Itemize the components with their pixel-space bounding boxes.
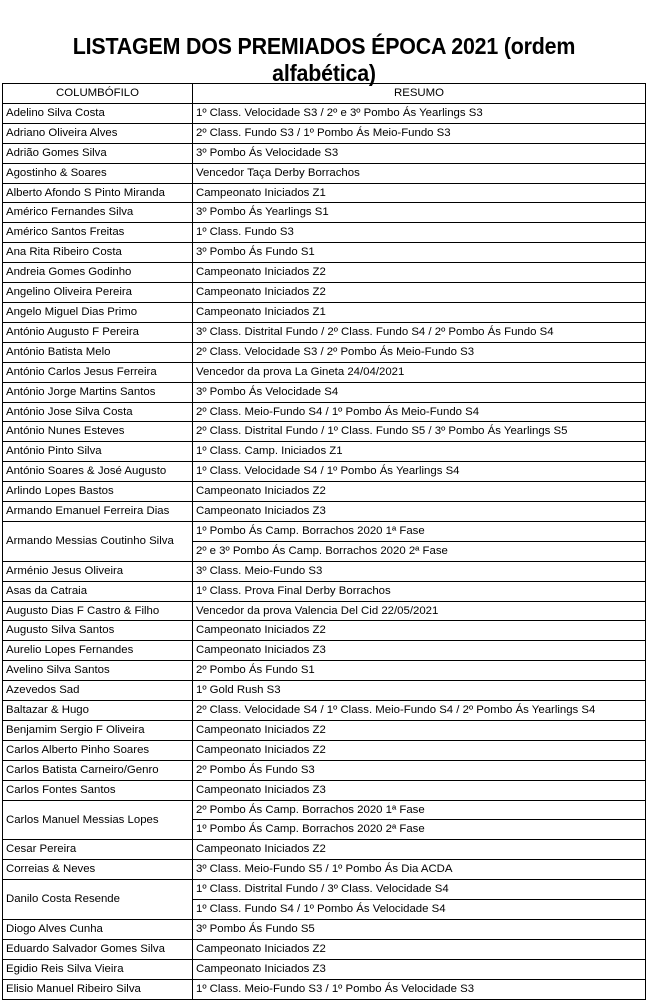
columbofilo-cell: Andreia Gomes Godinho xyxy=(3,263,193,283)
resumo-cell xyxy=(193,283,646,303)
resumo-cell xyxy=(193,223,646,243)
table-row xyxy=(3,661,646,681)
resumo-cell xyxy=(193,382,646,402)
resumo-line: 1º Class. Distrital Fundo / 3º Class. Velocidade S4 xyxy=(196,883,449,896)
resumo-cell xyxy=(193,322,646,342)
resumo-cell xyxy=(193,342,646,362)
resumo-cell xyxy=(193,502,646,522)
resumo-cell xyxy=(193,581,646,601)
resumo-line: 2º Class. Fundo S3 / 1º Pombo Ás Meio-Fundo S3 xyxy=(196,126,451,139)
table-row xyxy=(3,601,646,621)
table-row xyxy=(3,103,646,123)
table-row xyxy=(3,641,646,661)
columbofilo-cell: Avelino Silva Santos xyxy=(3,661,193,681)
resumo-line: 1º Pombo Ás Camp. Borrachos 2020 1ª Fase xyxy=(196,524,425,537)
resumo-line: 2º Pombo Ás Fundo S3 xyxy=(196,763,315,776)
table-row xyxy=(3,561,646,581)
resumo-line: 2º Class. Meio-Fundo S4 / 1º Pombo Ás Meio-Fundo S4 xyxy=(196,405,480,418)
resumo-line: Campeonato Iniciados Z3 xyxy=(196,505,326,518)
columbofilo-cell: António Augusto F Pereira xyxy=(3,322,193,342)
resumo-cell xyxy=(193,740,646,760)
columbofilo-cell: Carlos Batista Carneiro/Genro xyxy=(3,760,193,780)
columbofilo-cell: Arménio Jesus Oliveira xyxy=(3,561,193,581)
columbofilo-cell: António Jose Silva Costa xyxy=(3,402,193,422)
table-row xyxy=(3,123,646,143)
table-body xyxy=(3,103,646,999)
resumo-line: Campeonato Iniciados Z2 xyxy=(196,942,326,955)
table-row xyxy=(3,939,646,959)
columbofilo-cell: Azevedos Sad xyxy=(3,681,193,701)
table-row xyxy=(3,462,646,482)
columbofilo-cell: Alberto Afondo S Pinto Miranda xyxy=(3,183,193,203)
table-row xyxy=(3,581,646,601)
page-title: LISTAGEM DOS PREMIADOS ÉPOCA 2021 (ordem alfabética) xyxy=(72,33,576,86)
resumo-line: 3º Class. Distrital Fundo / 2º Class. Fundo S4 / 2º Pombo Ás Fundo S4 xyxy=(196,325,554,338)
table-row xyxy=(3,959,646,979)
resumo-line: Campeonato Iniciados Z2 xyxy=(196,723,326,736)
columbofilo-cell: Angelino Oliveira Pereira xyxy=(3,283,193,303)
table-row xyxy=(3,322,646,342)
resumo-cell xyxy=(193,521,646,561)
resumo-line: 1º Class. Velocidade S4 / 1º Pombo Ás Yearlings S4 xyxy=(196,465,460,478)
columbofilo-cell: Correias & Neves xyxy=(3,860,193,880)
columbofilo-cell: Adelino Silva Costa xyxy=(3,103,193,123)
resumo-cell xyxy=(193,979,646,999)
resumo-cell xyxy=(193,203,646,223)
resumo-line: 3º Pombo Ás Fundo S5 xyxy=(196,922,315,935)
resumo-cell xyxy=(193,263,646,283)
columbofilo-cell: Carlos Alberto Pinho Soares xyxy=(3,740,193,760)
resumo-line: Campeonato Iniciados Z2 xyxy=(196,624,326,637)
columbofilo-cell: Egidio Reis Silva Vieira xyxy=(3,959,193,979)
resumo-line: Vencedor da prova Valencia Del Cid 22/05/2021 xyxy=(196,604,439,617)
columbofilo-cell: António Nunes Esteves xyxy=(3,422,193,442)
table-row xyxy=(3,223,646,243)
resumo-line: Campeonato Iniciados Z2 xyxy=(196,286,326,299)
resumo-line: Campeonato Iniciados Z2 xyxy=(196,266,326,279)
resumo-cell xyxy=(193,561,646,581)
columbofilo-cell: Asas da Catraia xyxy=(3,581,193,601)
resumo-cell xyxy=(193,919,646,939)
table-header-row xyxy=(3,84,646,104)
columbofilo-cell: Elisio Manuel Ribeiro Silva xyxy=(3,979,193,999)
table-row xyxy=(3,502,646,522)
table-row xyxy=(3,362,646,382)
table-row xyxy=(3,979,646,999)
resumo-line: Campeonato Iniciados Z2 xyxy=(196,843,326,856)
table-row xyxy=(3,342,646,362)
resumo-line: Campeonato Iniciados Z1 xyxy=(196,305,326,318)
table-row xyxy=(3,243,646,263)
resumo-cell xyxy=(193,362,646,382)
resumo-line: 1º Gold Rush S3 xyxy=(196,684,281,697)
columbofilo-cell: António Jorge Martins Santos xyxy=(3,382,193,402)
resumo-line: 3º Pombo Ás Fundo S1 xyxy=(196,246,315,259)
resumo-cell xyxy=(193,681,646,701)
table-row xyxy=(3,143,646,163)
table-row xyxy=(3,183,646,203)
resumo-line: Vencedor da prova La Gineta 24/04/2021 xyxy=(196,365,405,378)
resumo-line: 1º Class. Prova Final Derby Borrachos xyxy=(196,584,391,597)
table-row xyxy=(3,720,646,740)
columbofilo-cell: Adrião Gomes Silva xyxy=(3,143,193,163)
resumo-line: Campeonato Iniciados Z1 xyxy=(196,186,326,199)
resumo-line: 2º e 3º Pombo Ás Camp. Borrachos 2020 2ª Fase xyxy=(193,541,645,561)
resumo-line: 2º Class. Velocidade S3 / 2º Pombo Ás Meio-Fundo S3 xyxy=(196,345,475,358)
resumo-cell xyxy=(193,959,646,979)
table-row xyxy=(3,880,646,920)
resumo-line: Campeonato Iniciados Z3 xyxy=(196,962,326,975)
resumo-line: 3º Class. Meio-Fundo S3 xyxy=(196,564,323,577)
columbofilo-cell: Adriano Oliveira Alves xyxy=(3,123,193,143)
columbofilo-cell: Baltazar & Hugo xyxy=(3,701,193,721)
resumo-cell xyxy=(193,422,646,442)
resumo-cell xyxy=(193,720,646,740)
resumo-cell xyxy=(193,800,646,840)
columbofilo-cell: Benjamim Sergio F Oliveira xyxy=(3,720,193,740)
columbofilo-cell: Augusto Dias F Castro & Filho xyxy=(3,601,193,621)
resumo-line: 3º Pombo Ás Velocidade S3 xyxy=(196,146,339,159)
columbofilo-cell: Danilo Costa Resende xyxy=(3,880,193,920)
table-row xyxy=(3,163,646,183)
resumo-line: Campeonato Iniciados Z3 xyxy=(196,783,326,796)
columbofilo-cell: Américo Santos Freitas xyxy=(3,223,193,243)
columbofilo-cell: Ana Rita Ribeiro Costa xyxy=(3,243,193,263)
columbofilo-cell: Angelo Miguel Dias Primo xyxy=(3,302,193,322)
resumo-cell xyxy=(193,163,646,183)
table-row xyxy=(3,482,646,502)
resumo-cell xyxy=(193,183,646,203)
table-row xyxy=(3,302,646,322)
columbofilo-cell: Agostinho & Soares xyxy=(3,163,193,183)
columbofilo-cell: Carlos Manuel Messias Lopes xyxy=(3,800,193,840)
table-row xyxy=(3,442,646,462)
columbofilo-cell: Américo Fernandes Silva xyxy=(3,203,193,223)
table-row xyxy=(3,402,646,422)
resumo-cell xyxy=(193,780,646,800)
columbofilo-cell: Augusto Silva Santos xyxy=(3,621,193,641)
resumo-cell xyxy=(193,103,646,123)
table-row xyxy=(3,422,646,442)
resumo-cell xyxy=(193,143,646,163)
resumo-line: 1º Class. Camp. Iniciados Z1 xyxy=(196,445,343,458)
column-header-columbofilo: COLUMBÓFILO xyxy=(3,84,193,104)
resumo-cell xyxy=(193,641,646,661)
resumo-line: Campeonato Iniciados Z3 xyxy=(196,644,326,657)
resumo-line: 2º Pombo Ás Fundo S1 xyxy=(196,664,315,677)
resumo-cell xyxy=(193,661,646,681)
resumo-cell xyxy=(193,402,646,422)
table-row xyxy=(3,283,646,303)
awards-table xyxy=(2,83,646,1000)
table-row xyxy=(3,840,646,860)
resumo-cell xyxy=(193,482,646,502)
table-row xyxy=(3,860,646,880)
table-row xyxy=(3,780,646,800)
columbofilo-cell: António Pinto Silva xyxy=(3,442,193,462)
columbofilo-cell: António Carlos Jesus Ferreira xyxy=(3,362,193,382)
resumo-cell xyxy=(193,760,646,780)
resumo-cell xyxy=(193,601,646,621)
table-row xyxy=(3,521,646,561)
resumo-cell xyxy=(193,243,646,263)
resumo-line: 1º Class. Meio-Fundo S3 / 1º Pombo Ás Velocidade S3 xyxy=(196,982,475,995)
columbofilo-cell: Armando Emanuel Ferreira Dias xyxy=(3,502,193,522)
resumo-cell xyxy=(193,621,646,641)
resumo-line: 2º Pombo Ás Camp. Borrachos 2020 1ª Fase xyxy=(196,803,425,816)
columbofilo-cell: Cesar Pereira xyxy=(3,840,193,860)
resumo-cell xyxy=(193,123,646,143)
resumo-cell xyxy=(193,442,646,462)
table-row xyxy=(3,263,646,283)
table-row xyxy=(3,760,646,780)
resumo-cell xyxy=(193,302,646,322)
resumo-line: 1º Class. Fundo S3 xyxy=(196,226,294,239)
resumo-line: 3º Class. Meio-Fundo S5 / 1º Pombo Ás Dia ACDA xyxy=(196,863,453,876)
table-row xyxy=(3,701,646,721)
table-row xyxy=(3,800,646,840)
table-row xyxy=(3,740,646,760)
columbofilo-cell: Armando Messias Coutinho Silva xyxy=(3,521,193,561)
table-row xyxy=(3,382,646,402)
resumo-line: 3º Pombo Ás Velocidade S4 xyxy=(196,385,339,398)
columbofilo-cell: Diogo Alves Cunha xyxy=(3,919,193,939)
resumo-line: Campeonato Iniciados Z2 xyxy=(196,485,326,498)
resumo-cell xyxy=(193,701,646,721)
columbofilo-cell: António Soares & José Augusto xyxy=(3,462,193,482)
resumo-line: Vencedor Taça Derby Borrachos xyxy=(196,166,360,179)
resumo-line: Campeonato Iniciados Z2 xyxy=(196,743,326,756)
resumo-line: 3º Pombo Ás Yearlings S1 xyxy=(196,206,329,219)
resumo-cell xyxy=(193,939,646,959)
columbofilo-cell: António Batista Melo xyxy=(3,342,193,362)
resumo-line: 1º Class. Velocidade S3 / 2º e 3º Pombo Ás Yearlings S3 xyxy=(196,106,483,119)
table-row xyxy=(3,919,646,939)
resumo-cell xyxy=(193,860,646,880)
resumo-line: 1º Class. Fundo S4 / 1º Pombo Ás Velocidade S4 xyxy=(193,899,645,919)
resumo-cell xyxy=(193,840,646,860)
table-row xyxy=(3,621,646,641)
table-row xyxy=(3,203,646,223)
resumo-line: 2º Class. Distrital Fundo / 1º Class. Fundo S5 / 3º Pombo Ás Yearlings S5 xyxy=(196,425,568,438)
table-row xyxy=(3,681,646,701)
columbofilo-cell: Arlindo Lopes Bastos xyxy=(3,482,193,502)
resumo-line: 1º Pombo Ás Camp. Borrachos 2020 2ª Fase xyxy=(193,819,645,839)
resumo-line: 2º Class. Velocidade S4 / 1º Class. Meio-Fundo S4 / 2º Pombo Ás Yearlings S4 xyxy=(196,704,596,717)
columbofilo-cell: Aurelio Lopes Fernandes xyxy=(3,641,193,661)
resumo-cell xyxy=(193,462,646,482)
columbofilo-cell: Carlos Fontes Santos xyxy=(3,780,193,800)
column-header-resumo: RESUMO xyxy=(193,84,646,104)
columbofilo-cell: Eduardo Salvador Gomes Silva xyxy=(3,939,193,959)
resumo-cell xyxy=(193,880,646,920)
